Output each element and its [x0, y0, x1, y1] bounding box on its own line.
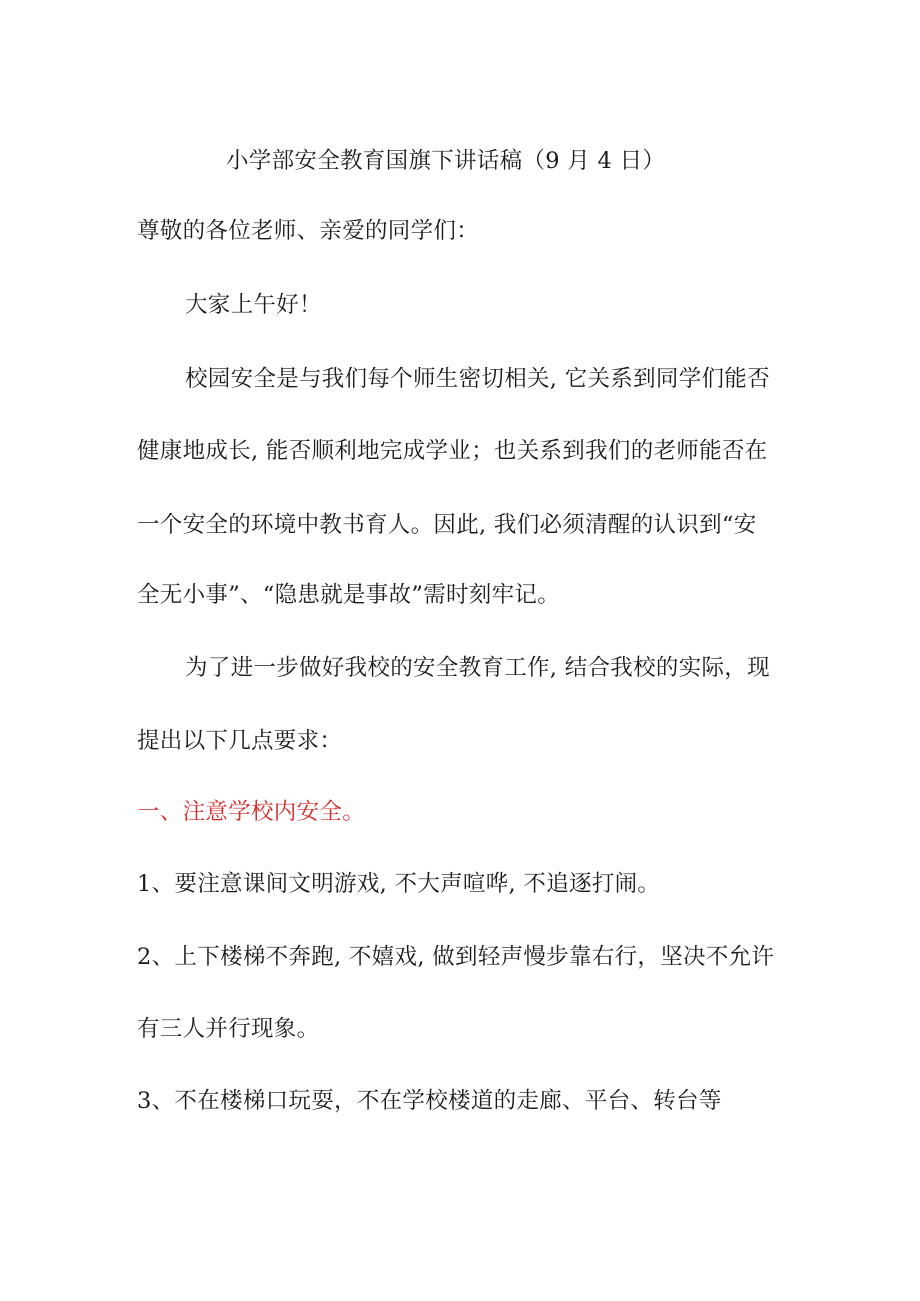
salutation: 尊敬的各位老师、亲爱的同学们： — [137, 218, 480, 244]
item-line: 3、不在楼梯口玩耍，不在学校楼道的走廊、平台、转台等 — [137, 1088, 722, 1114]
item-line: 1、要注意课间文明游戏, 不大声喧哗, 不追逐打闹。 — [137, 871, 661, 897]
section-heading: 一、注意学校内安全。 — [137, 799, 366, 825]
greeting: 大家上午好！ — [185, 292, 322, 318]
item-line: 2、上下楼梯不奔跑, 不嬉戏, 做到轻声慢步靠右行，坚决不允许 — [137, 944, 775, 970]
paragraph-line: 全无小事”、“隐患就是事故”需时刻牢记。 — [137, 582, 561, 608]
paragraph-line: 一个安全的环境中教书育人。因此, 我们必须清醒的认识到“安 — [137, 512, 757, 538]
document-title: 小学部安全教育国旗下讲话稿（9 月 4 日） — [226, 148, 666, 174]
paragraph-line: 校园安全是与我们每个师生密切相关, 它关系到同学们能否 — [185, 366, 770, 392]
paragraph-line: 为了进一步做好我校的安全教育工作, 结合我校的实际，现 — [185, 655, 770, 681]
paragraph-line: 提出以下几点要求： — [137, 728, 343, 754]
paragraph-line: 健康地成长, 能否顺利地完成学业；也关系到我们的老师能否在 — [137, 438, 768, 464]
item-line: 有三人并行现象。 — [137, 1016, 320, 1042]
